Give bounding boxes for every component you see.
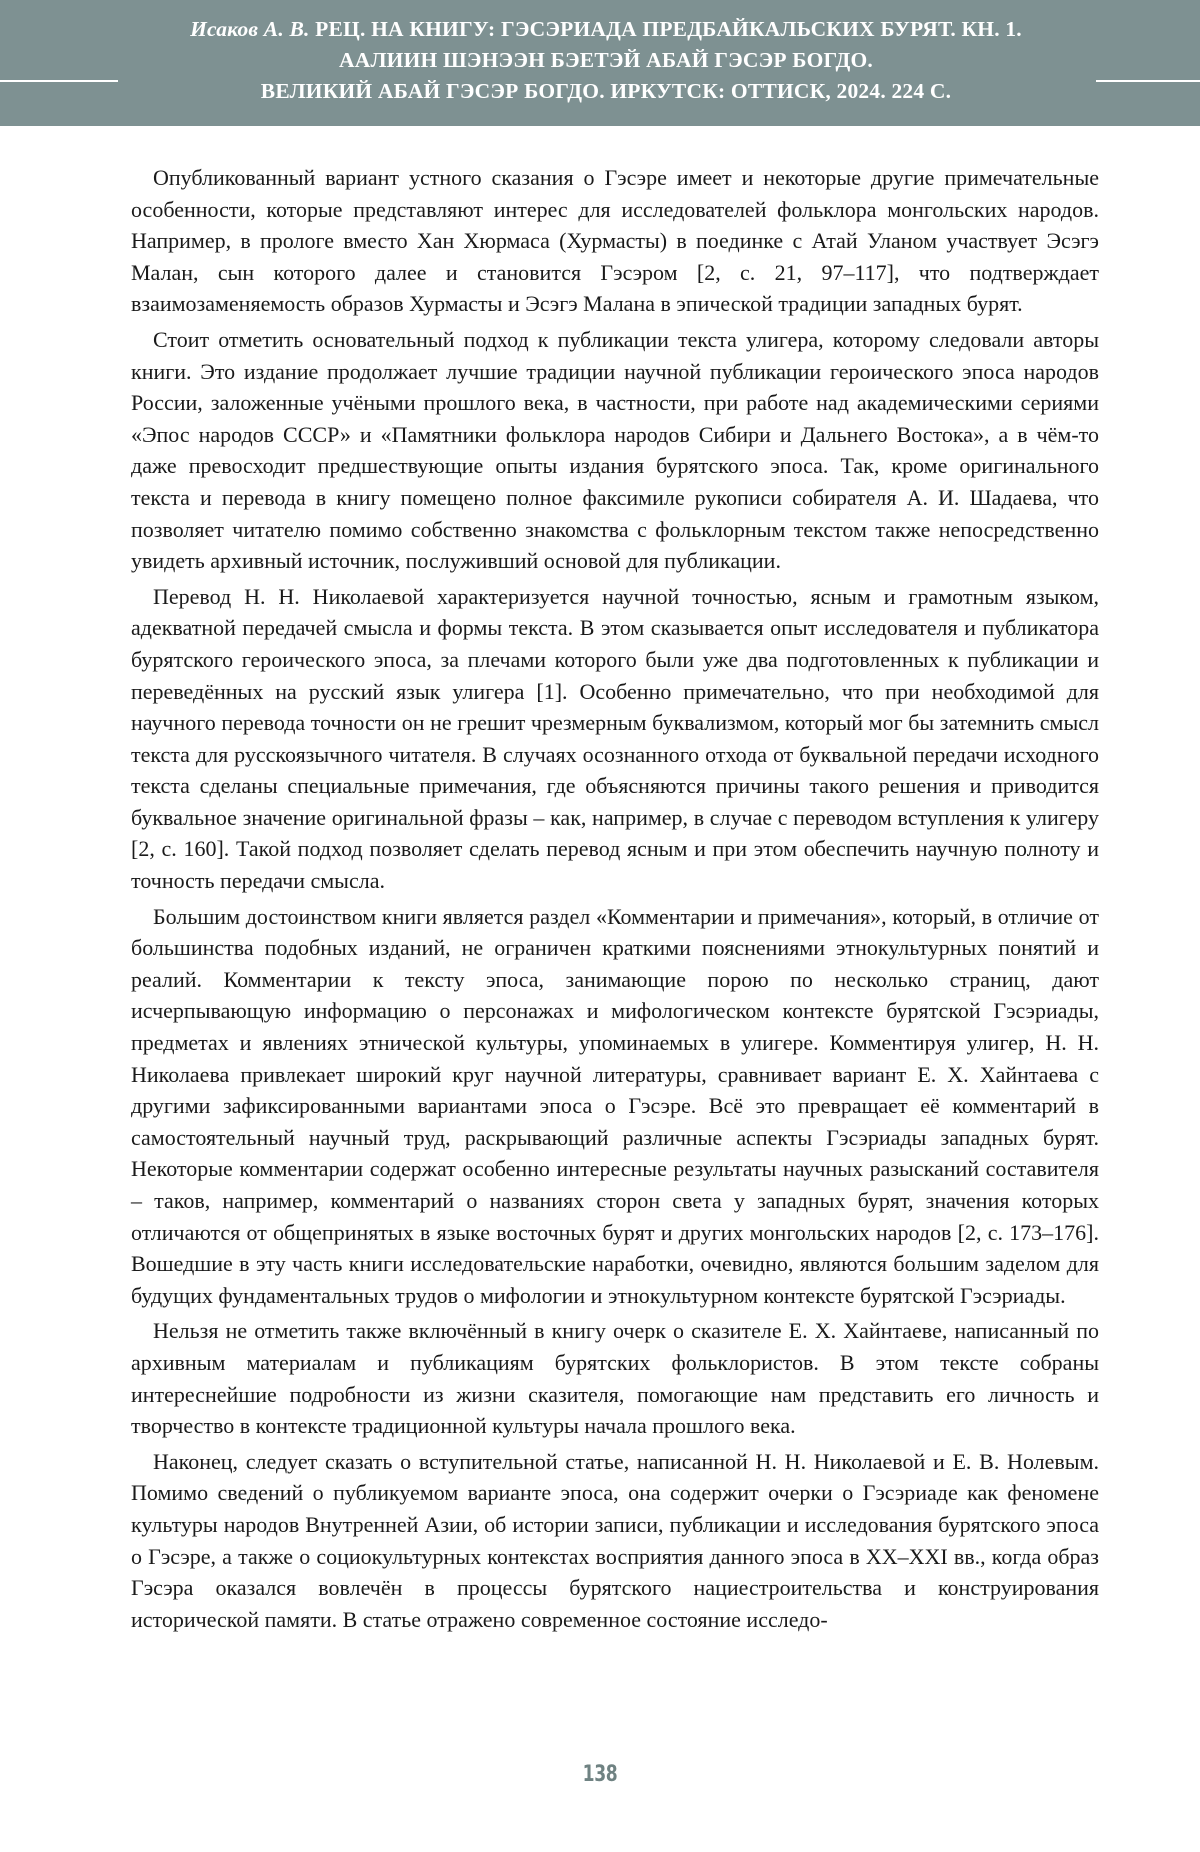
header-rule-left — [0, 80, 118, 82]
paragraph: Наконец, следует сказать о вступительной статье, написанной Н. Н. Николаевой и Е. В. Нолевым. Помимо сведений о публикуемом варианте эпоса, она содержит очерки о Гэсэриаде как феномене культуры народов Внутренней Азии, об истории записи, публикации и исследования бурятского эпоса о Гэсэре, а также о социокультурных контекстах восприятия данного эпоса в XX–XXI вв., когда образ Гэсэра оказался вовлечён в процессы бурятского нациестроительства и конструирования исторической памяти. В статье отражено современное состояние исследо- — [131, 1448, 1099, 1632]
header-title-part-1: РЕЦ. НА КНИГУ: ГЭСЭРИАДА ПРЕДБАЙКАЛЬСКИХ БУРЯТ. КН. 1. — [315, 17, 1022, 41]
paragraph: Нельзя не отметить также включённый в книгу очерк о сказителе Е. Х. Хайнтаеве, написанный по архивным материалам и публикациям бурятских фольклористов. В этом тексте собраны интереснейшие подробности из жизни сказителя, помогающие нам представить его личность и творчество в контексте традиционной культуры начала прошлого века. — [131, 1318, 1099, 1439]
paragraph: Опубликованный вариант устного сказания о Гэсэре имеет и некоторые другие примечательные особенности, которые представляют интерес для исследователей фольклора монгольских народов. Например, в прологе вместо Хан Хюрмаса (Хурмасты) в поединке с Атай Уланом участвует Эсэгэ Малан, сын которого далее и становится Гэсэром [2, с. 21, 97–117], что подтверждает взаимозаменяемость образов Хурмасты и Эсэгэ Малана в эпической традиции западных бурят. — [131, 165, 1099, 317]
header-rule-right — [1096, 80, 1200, 82]
header-line-3: ВЕЛИКИЙ АБАЙ ГЭСЭР БОГДО. ИРКУТСК: ОТТИСК, 2024. 224 С. — [260, 79, 952, 103]
paragraph: Большим достоинством книги является раздел «Комментарии и примечания», который, в отличие от большинства подобных изданий, не ограничен краткими пояснениями этнокультурных понятий и реалий. Комментарии к тексту эпоса, занимающие порою по несколько страниц, дают исчерпывающую информацию о персонажах и мифологическом контексте бурятской Гэсэриады, предметах и явлениях этнической культуры, упоминаемых в улигере. Комментируя улигер, Н. Н. Николаева привлекает широкий круг научной литературы, сравнивает вариант Е. Х. Хайнтаева с другими зафиксированными вариантами эпоса о Гэсэре. Всё это превращает её комментарий в самостоятельный научный труд, раскрывающий различные аспекты Гэсэриады западных бурят. Некоторые комментарии содержат особенно интересные результаты научных разысканий составителя – таков, например, комментарий о названиях сторон света у западных бурят, значения которых отличаются от общепринятых в языке восточных бурят и других монгольских народов [2, с. 173–176]. Вошедшие в эту часть книги исследовательские наработки, очевидно, являются большим заделом для будущих фундаментальных трудов о мифологии и этнокультурном контексте бурятской Гэсэриады. — [131, 903, 1099, 1308]
header-line-2: ААЛИИН ШЭНЭЭН БЭЕТЭЙ АБАЙ ГЭСЭР БОГДО. — [339, 48, 873, 72]
article-body — [131, 162, 1099, 1639]
running-header-title — [128, 14, 1084, 107]
paragraph: Перевод Н. Н. Николаевой характеризуется научной точностью, ясным и грамотным языком, адекватной передачей смысла и формы текста. В этом сказывается опыт исследователя и публикатора бурятского героического эпоса, за плечами которого были уже два подготовленных к публикации и переведённых на русский язык улигера [1]. Особенно примечательно, что при необходимой для научного перевода точности он не грешит чрезмерным буквализмом, который мог бы затемнить смысл текста для русскоязычного читателя. В случаях осознанного отхода от буквальной передачи исходного текста сделаны специальные примечания, где объясняются причины такого решения и приводится буквальное значение оригинальной фразы – как, например, в случае с переводом вступления к улигеру [2, с. 160]. Такой подход позволяет сделать перевод ясным и при этом обеспечить научную полноту и точность передачи смысла. — [131, 583, 1099, 894]
paragraph: Стоит отметить основательный подход к публикации текста улигера, которому следовали авторы книги. Это издание продолжает лучшие традиции научной публикации героического эпоса народов России, заложенные учёными прошлого века, в частности, при работе над академическими сериями «Эпос народов СССР» и «Памятники фольклора народов Сибири и Дальнего Востока», а в чём-то даже превосходит предшествующие опыты издания бурятского эпоса. Так, кроме оригинального текста и перевода в книгу помещено полное факсимиле рукописи собирателя А. И. Шадаева, что позволяет читателю помимо собственно знакомства с фольклорным текстом также непосредственно увидеть архивный источник, послуживший основой для публикации. — [131, 326, 1099, 574]
running-header — [0, 0, 1200, 126]
header-author: Исаков А. В. — [190, 17, 310, 41]
header-line-1 — [128, 14, 1084, 45]
page-number: 138 — [582, 1762, 618, 1787]
